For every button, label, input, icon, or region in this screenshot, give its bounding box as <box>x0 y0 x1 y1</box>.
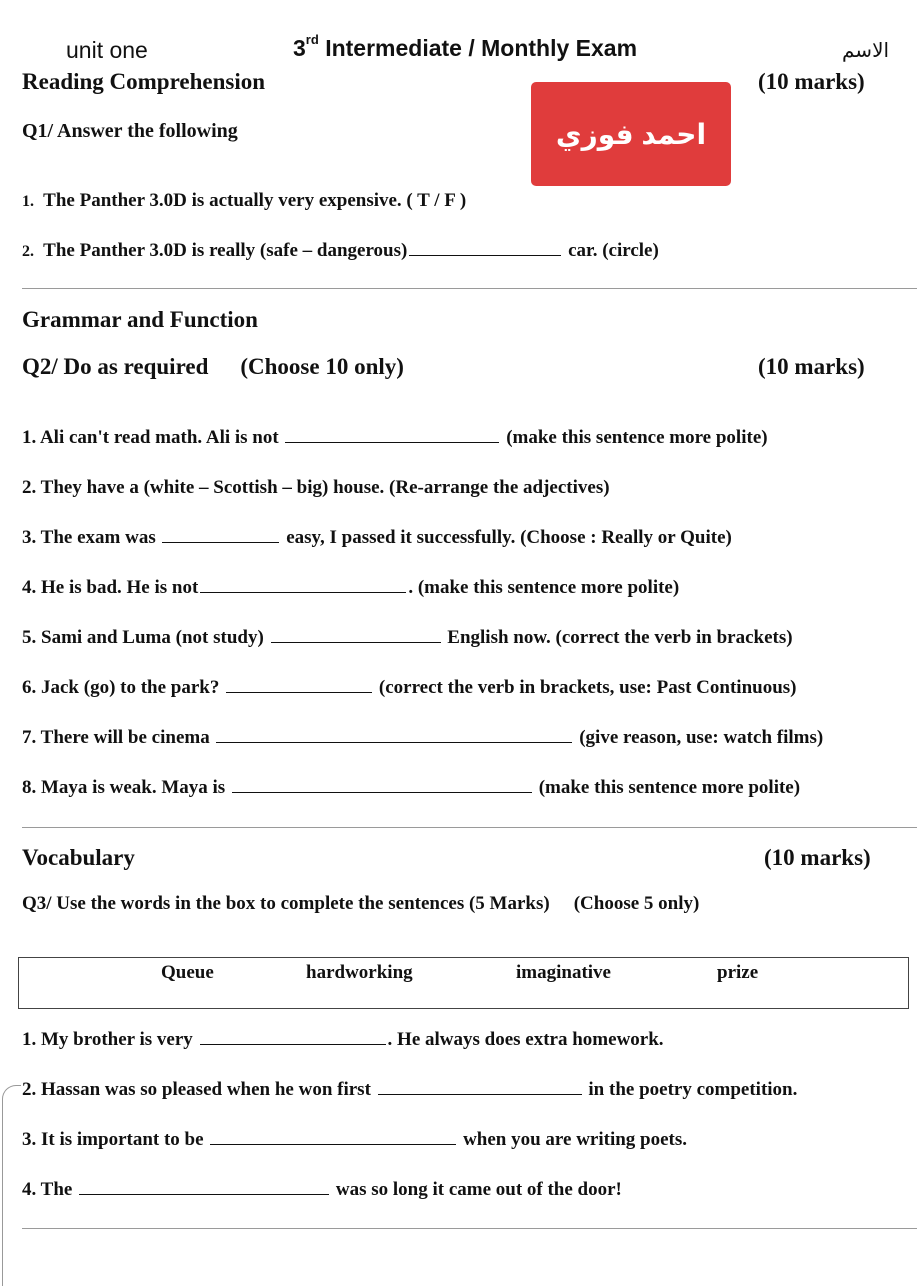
item-text-after: (make this sentence more polite) <box>538 777 801 798</box>
list-item <box>22 427 768 449</box>
item-text: They have a (white – Scottish – big) house. (Re-arrange the adjectives) <box>40 477 610 498</box>
item-text-before: There will be cinema <box>40 727 210 748</box>
item-number: 2. <box>22 477 37 498</box>
word-box <box>18 957 909 1009</box>
item-text-before: It is important to be <box>41 1129 204 1150</box>
section-title-grammar: Grammar and Function <box>22 307 258 332</box>
answer-blank[interactable] <box>216 741 572 743</box>
page-fold-edge <box>2 1085 21 1286</box>
section-marks-grammar: (10 marks) <box>758 354 865 379</box>
item-text-before: He is bad. He is not <box>41 577 199 598</box>
item-number: 3. <box>22 527 37 548</box>
answer-blank[interactable] <box>162 541 279 543</box>
item-text-after: . He always does extra homework. <box>387 1029 664 1050</box>
item-text-after: car. (circle) <box>568 240 659 261</box>
item-number: 1. <box>22 193 34 210</box>
item-text-after: . (make this sentence more polite) <box>408 577 680 598</box>
list-item <box>22 477 610 499</box>
item-text-before: The <box>40 1179 73 1200</box>
answer-blank[interactable] <box>200 591 406 593</box>
section-title-vocabulary: Vocabulary <box>22 845 135 870</box>
name-label: الاسم <box>842 40 890 62</box>
answer-blank[interactable] <box>232 791 532 793</box>
list-item <box>22 190 466 212</box>
grade-superscript: rd <box>305 32 319 47</box>
name-stamp <box>531 82 731 186</box>
list-item <box>22 577 679 599</box>
item-number: 2. <box>22 243 34 260</box>
item-number: 8. <box>22 777 37 798</box>
answer-blank[interactable] <box>226 691 372 693</box>
item-text-before: Ali can't read math. Ali is not <box>39 427 279 448</box>
word-option: Queue <box>161 962 214 983</box>
item-text: The Panther 3.0D is actually very expensive. ( T / F ) <box>43 190 467 211</box>
answer-blank[interactable] <box>271 641 441 643</box>
word-option: prize <box>717 962 759 983</box>
list-item <box>22 1179 622 1201</box>
item-text-after: (make this sentence more polite) <box>506 427 768 448</box>
item-text-after: (correct the verb in brackets, use: Past Continuous) <box>378 677 797 698</box>
item-text-after: (give reason, use: watch films) <box>579 727 824 748</box>
item-text-before: Jack (go) to the park? <box>41 677 220 698</box>
list-item <box>22 240 659 262</box>
item-text-before: The Panther 3.0D is really (safe – dangerous) <box>43 240 408 261</box>
section-marks-vocabulary: (10 marks) <box>764 845 871 870</box>
item-number: 7. <box>22 727 37 748</box>
item-number: 4. <box>22 1179 37 1200</box>
section-divider <box>22 827 917 828</box>
list-item <box>22 527 732 549</box>
section-divider <box>22 1228 917 1229</box>
item-text-after: easy, I passed it successfully. (Choose : Really or Quite) <box>286 527 732 548</box>
question-q2-choose: (Choose 10 only) <box>240 354 404 379</box>
item-text-after: English now. (correct the verb in brackets) <box>447 627 793 648</box>
list-item <box>22 777 800 799</box>
exam-title <box>293 32 638 62</box>
item-text-before: Hassan was so pleased when he won first <box>41 1079 371 1100</box>
item-text-after: in the poetry competition. <box>588 1079 798 1100</box>
answer-blank[interactable] <box>210 1143 456 1145</box>
item-text-after: when you are writing poets. <box>463 1129 688 1150</box>
item-number: 1. <box>22 1029 37 1050</box>
question-q3-text: Q3/ Use the words in the box to complete the sentences (5 Marks) <box>22 893 550 914</box>
item-text-before: The exam was <box>40 527 156 548</box>
unit-label: unit one <box>66 37 148 63</box>
exam-title-text: Intermediate / Monthly Exam <box>325 35 638 61</box>
list-item <box>22 727 823 749</box>
item-text-before: My brother is very <box>41 1029 193 1050</box>
answer-blank[interactable] <box>378 1093 582 1095</box>
question-q3 <box>22 893 699 915</box>
item-number: 2. <box>22 1079 37 1100</box>
grade-number: 3 <box>293 35 306 61</box>
list-item <box>22 1079 797 1101</box>
item-text-before: Sami and Luma (not study) <box>41 627 264 648</box>
item-number: 3. <box>22 1129 37 1150</box>
question-q2-text: Q2/ Do as required <box>22 354 209 379</box>
item-number: 1. <box>22 427 37 448</box>
answer-blank[interactable] <box>409 254 561 256</box>
question-q2 <box>22 354 404 380</box>
section-divider <box>22 288 917 289</box>
item-number: 4. <box>22 577 37 598</box>
item-number: 5. <box>22 627 37 648</box>
list-item <box>22 677 797 699</box>
item-number: 6. <box>22 677 37 698</box>
item-text-before: Maya is weak. Maya is <box>41 777 226 798</box>
name-stamp-text: احمد فوزي <box>555 118 707 150</box>
question-q1: Q1/ Answer the following <box>22 120 238 142</box>
section-marks-reading: (10 marks) <box>758 69 865 94</box>
list-item <box>22 1129 687 1151</box>
item-text-after: was so long it came out of the door! <box>335 1179 622 1200</box>
question-q3-choose: (Choose 5 only) <box>573 893 700 914</box>
word-option: imaginative <box>516 962 611 983</box>
word-option: hardworking <box>306 962 413 983</box>
section-title-reading: Reading Comprehension <box>22 69 266 94</box>
list-item <box>22 627 793 649</box>
list-item <box>22 1029 664 1051</box>
answer-blank[interactable] <box>285 441 499 443</box>
answer-blank[interactable] <box>79 1193 329 1195</box>
answer-blank[interactable] <box>200 1043 386 1045</box>
